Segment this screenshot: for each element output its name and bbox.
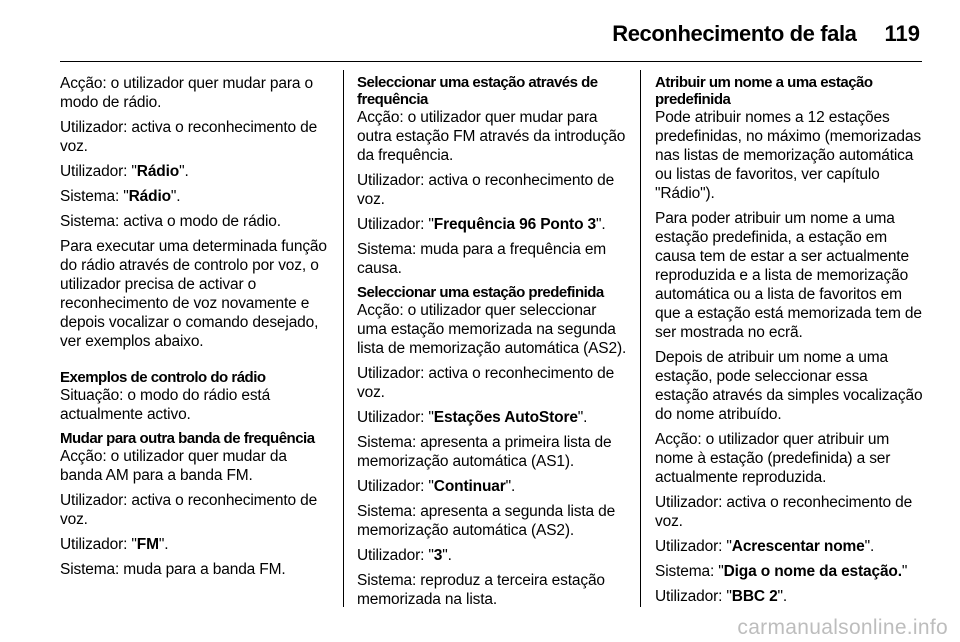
paragraph: Pode atribuir nomes a 12 estações predefinidas, no máximo (memorizadas nas listas de memorização automática ou listas de favoritos, ver capítulo "Rádio"). <box>655 109 921 202</box>
section-heading: Seleccionar uma estação predefinida <box>357 284 604 301</box>
paragraph: Sistema: muda para a frequência em causa. <box>357 241 607 277</box>
page-number: 119 <box>884 21 920 46</box>
paragraph: Utilizador: activa o reconhecimento de voz. <box>357 365 615 401</box>
page-title: Reconhecimento de fala <box>612 21 857 46</box>
paragraph: Acção: o utilizador quer mudar da banda AM para a banda FM. <box>60 448 287 484</box>
paragraph: Situação: o modo do rádio está actualmente activo. <box>60 387 271 423</box>
dialog-line: Utilizador: "Frequência 96 Ponto 3". <box>357 216 606 233</box>
section-heading: Mudar para outra banda de frequência <box>60 430 315 447</box>
watermark: carmanualsonline.info <box>737 616 948 639</box>
dialog-line: Sistema: "Rádio". <box>60 188 181 205</box>
paragraph: Sistema: reproduz a terceira estação memorizada na lista. <box>357 572 605 608</box>
paragraph: Sistema: activa o modo de rádio. <box>60 213 281 230</box>
column-right <box>655 74 923 612</box>
section-heading: Seleccionar uma estação através de frequência <box>357 74 598 108</box>
page-header <box>612 14 920 54</box>
paragraph: Sistema: muda para a banda FM. <box>60 561 286 578</box>
paragraph: Utilizador: activa o reconhecimento de voz. <box>60 119 318 155</box>
paragraph: Acção: o utilizador quer mudar para o modo de rádio. <box>60 75 313 111</box>
paragraph: Acção: o utilizador quer atribuir um nome à estação (predefinida) a ser actualmente reproduzida. <box>655 431 891 486</box>
paragraph: Sistema: apresenta a segunda lista de memorização automática (AS2). <box>357 503 616 539</box>
paragraph: Sistema: apresenta a primeira lista de memorização automática (AS1). <box>357 434 612 470</box>
dialog-line: Utilizador: "BBC 2". <box>655 588 788 605</box>
paragraph: Depois de atribuir um nome a uma estação, pode seleccionar essa estação através da simples vocalização do nome atribuído. <box>655 349 923 423</box>
dialog-line: Utilizador: "Rádio". <box>60 163 189 180</box>
paragraph: Acção: o utilizador quer mudar para outra estação FM através da introdução da frequência. <box>357 109 626 164</box>
column-middle <box>357 74 627 615</box>
section-heading: Exemplos de controlo do rádio <box>60 369 266 386</box>
dialog-line: Utilizador: "Continuar". <box>357 478 516 495</box>
header-rule <box>60 61 922 62</box>
column-divider <box>343 70 344 607</box>
paragraph: Utilizador: activa o reconhecimento de voz. <box>655 494 913 530</box>
paragraph: Para executar uma determinada função do rádio através de controlo por voz, o utilizador precisa de activar o reconhecimento de voz novamente e depois vocalizar o comando desejado, ver exemplos abaixo. <box>60 238 327 350</box>
dialog-line: Utilizador: "Acrescentar nome". <box>655 538 875 555</box>
paragraph: Acção: o utilizador quer seleccionar uma estação memorizada na segunda lista de memorização automática (AS2). <box>357 302 627 357</box>
column-divider <box>640 70 641 607</box>
section-heading: Atribuir um nome a uma estação predefinida <box>655 74 873 108</box>
dialog-line: Utilizador: "FM". <box>60 536 169 553</box>
paragraph: Utilizador: activa o reconhecimento de voz. <box>60 492 318 528</box>
dialog-line: Sistema: "Diga o nome da estação." <box>655 563 908 580</box>
column-left <box>60 74 328 585</box>
paragraph: Para poder atribuir um nome a uma estação predefinida, a estação em causa tem de estar a ser actualmente reproduzida e a lista de memorização automática ou a lista de favoritos em que a estação está memorizada tem de ser mostrada no ecrã. <box>655 210 922 341</box>
dialog-line: Utilizador: "Estações AutoStore". <box>357 409 588 426</box>
dialog-line: Utilizador: "3". <box>357 547 452 564</box>
paragraph: Utilizador: activa o reconhecimento de voz. <box>357 172 615 208</box>
